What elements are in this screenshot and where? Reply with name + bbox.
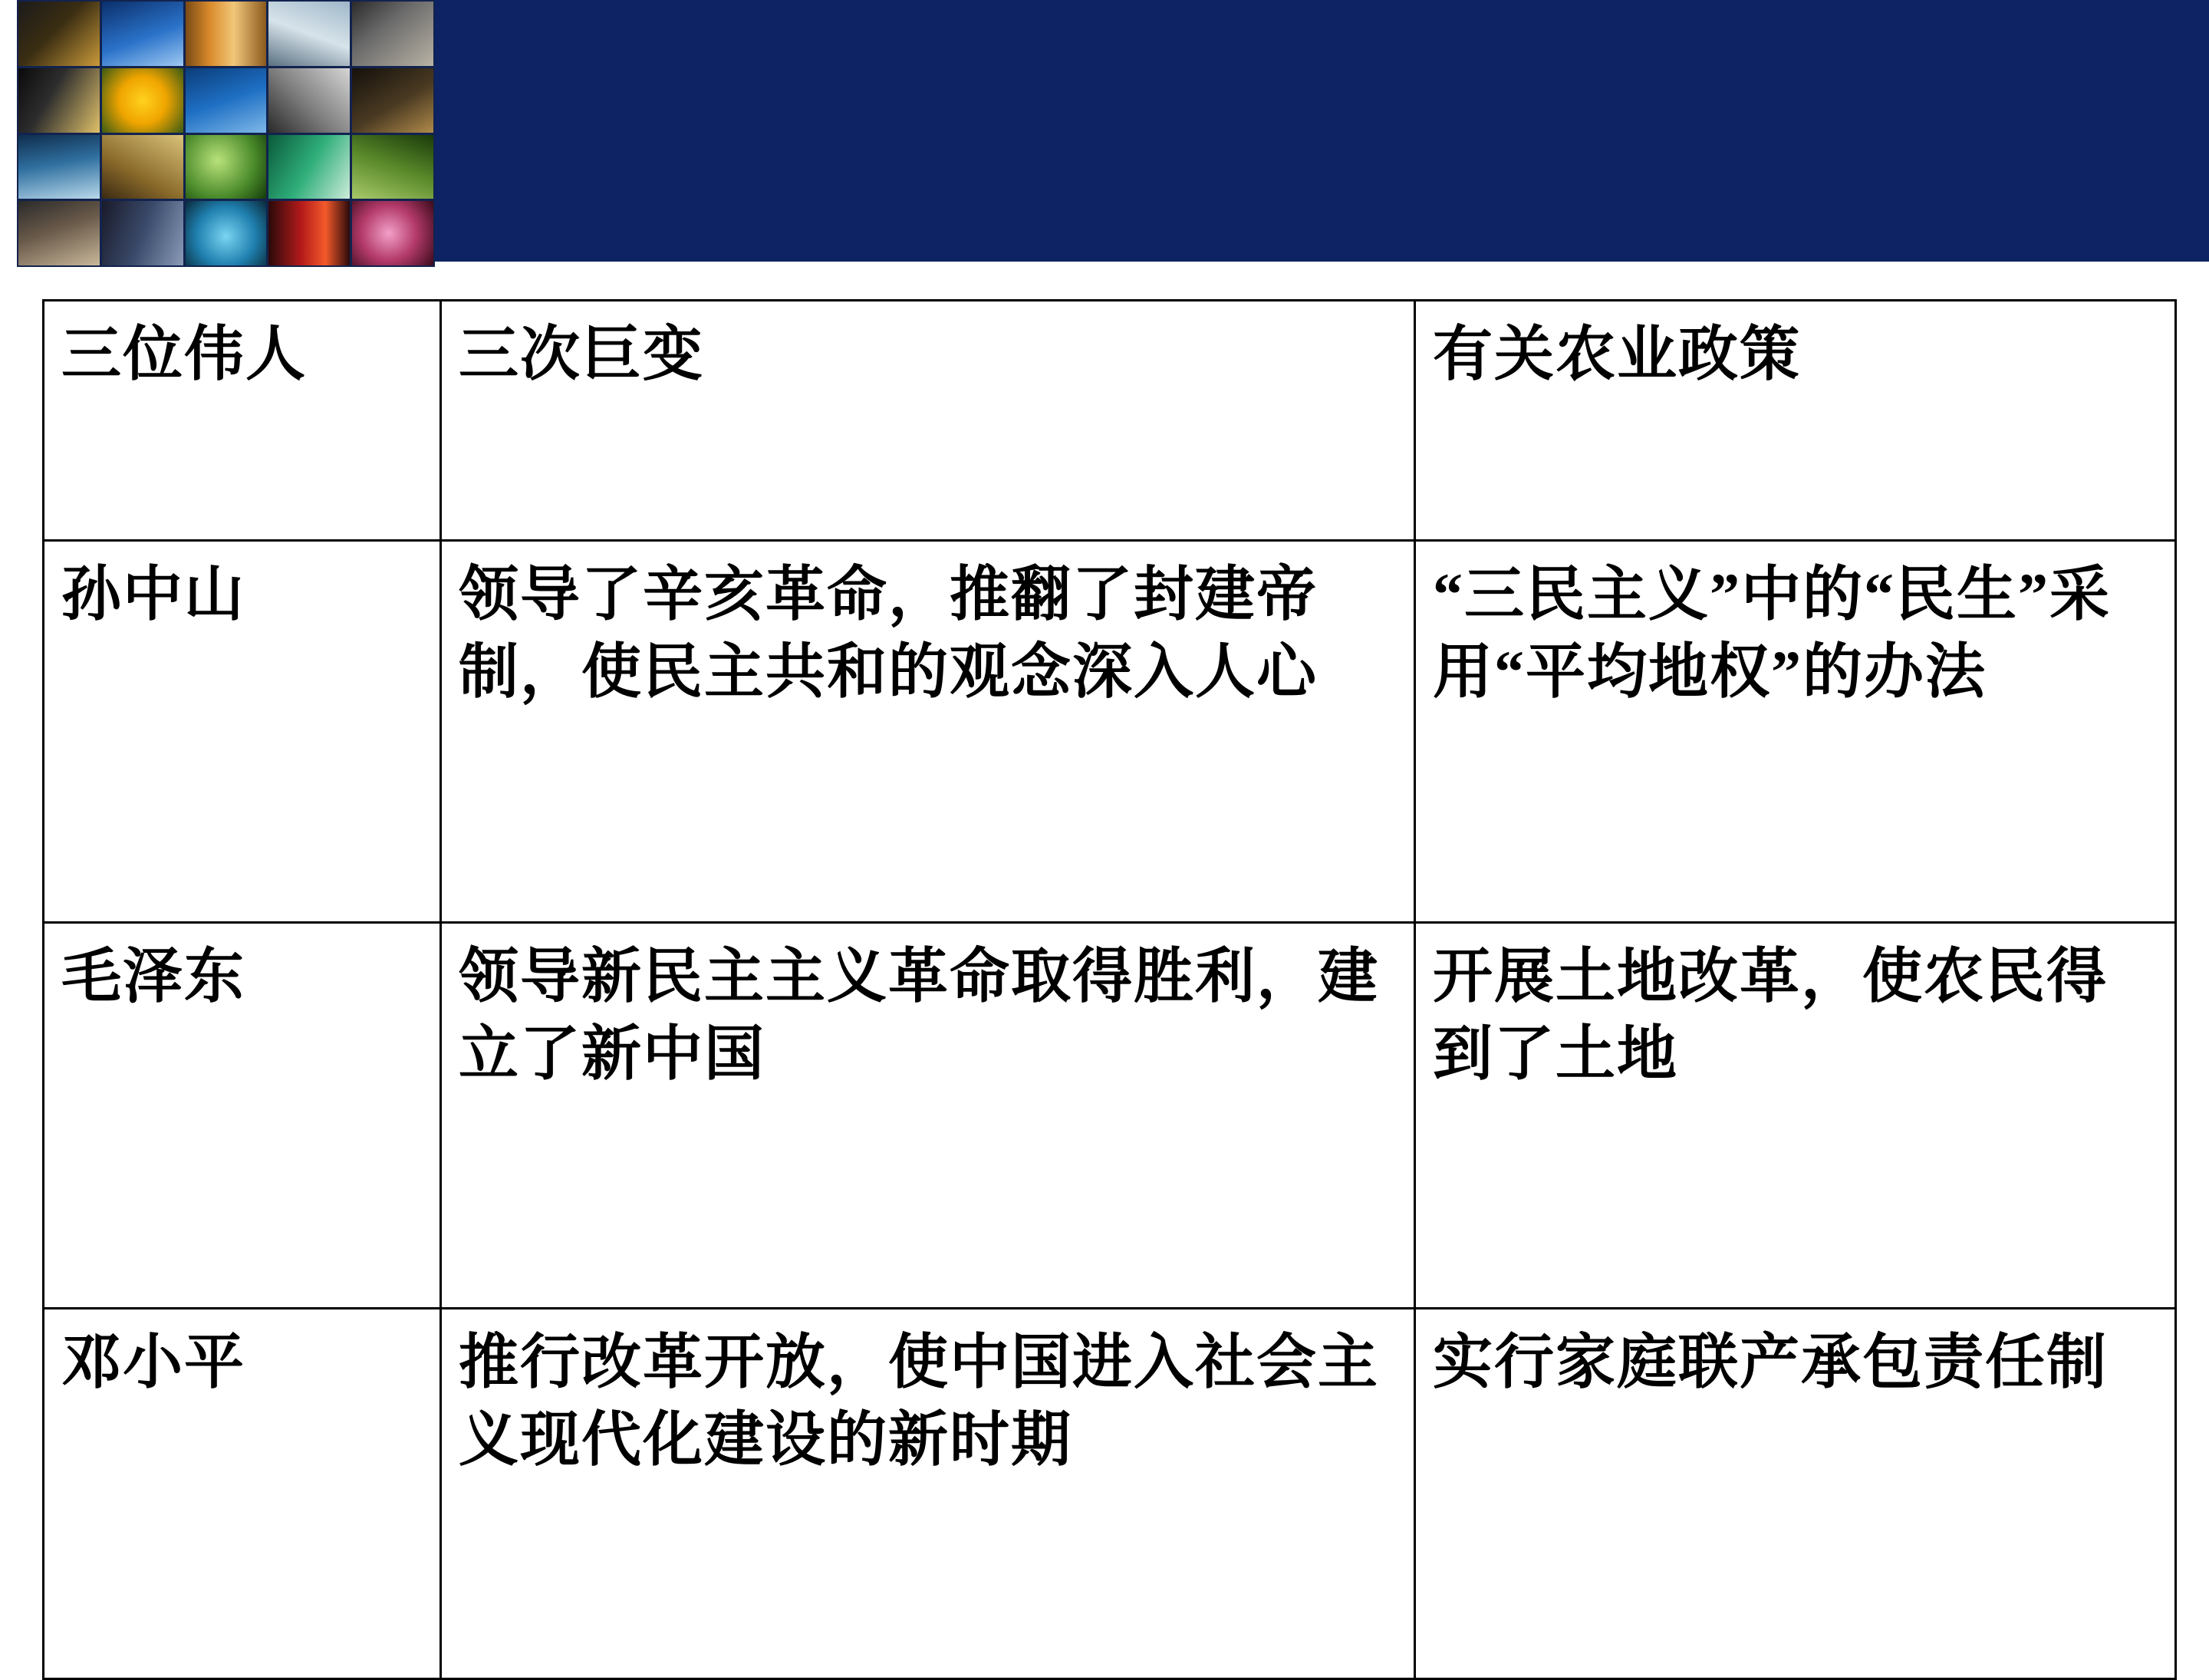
slide-header xyxy=(0,0,2209,267)
table-row xyxy=(44,1309,2176,1679)
collage-tile xyxy=(268,68,350,133)
cell-change: 领导了辛亥革命，推翻了封建帝制，使民主共和的观念深入人心 xyxy=(441,541,1415,923)
collage-tile xyxy=(102,68,183,133)
table-header-row xyxy=(44,301,2176,541)
collage-tile xyxy=(268,2,350,66)
collage-tile xyxy=(186,68,267,133)
collage-tile xyxy=(268,135,350,199)
collage-tile xyxy=(18,68,100,133)
collage-tile xyxy=(18,135,100,199)
content-table-wrapper xyxy=(42,299,2174,1680)
collage-tile xyxy=(102,2,183,66)
collage-tile xyxy=(352,135,433,199)
cell-policy: “三民主义”中的“民生”采用“平均地权”的办法 xyxy=(1415,541,2176,923)
table-row xyxy=(44,923,2176,1309)
collage-tile xyxy=(186,135,267,199)
cell-policy: 开展土地改革，使农民得到了土地 xyxy=(1415,923,2176,1309)
column-header-change: 三次巨变 xyxy=(441,301,1415,541)
collage-tile xyxy=(18,2,100,66)
collage-tile xyxy=(102,135,183,199)
cell-person: 邓小平 xyxy=(44,1309,441,1679)
table-row xyxy=(44,541,2176,923)
collage-tile xyxy=(186,2,267,66)
comparison-table xyxy=(42,299,2177,1680)
collage-tile xyxy=(186,201,267,265)
header-blue-bar xyxy=(433,0,2209,262)
cell-person: 孙中山 xyxy=(44,541,441,923)
column-header-person: 三位伟人 xyxy=(44,301,441,541)
header-photo-collage xyxy=(17,0,435,267)
collage-tile xyxy=(18,201,100,265)
cell-change: 推行改革开放，使中国进入社会主义现代化建设的新时期 xyxy=(441,1309,1415,1679)
collage-tile xyxy=(268,201,350,265)
cell-person: 毛泽东 xyxy=(44,923,441,1309)
cell-policy: 实行家庭联产承包责任制 xyxy=(1415,1309,2176,1679)
collage-tile xyxy=(352,68,433,133)
collage-tile xyxy=(352,2,433,66)
cell-change: 领导新民主主义革命取得胜利，建立了新中国 xyxy=(441,923,1415,1309)
collage-tile xyxy=(102,201,183,265)
collage-tile xyxy=(352,201,433,265)
column-header-policy: 有关农业政策 xyxy=(1415,301,2176,541)
